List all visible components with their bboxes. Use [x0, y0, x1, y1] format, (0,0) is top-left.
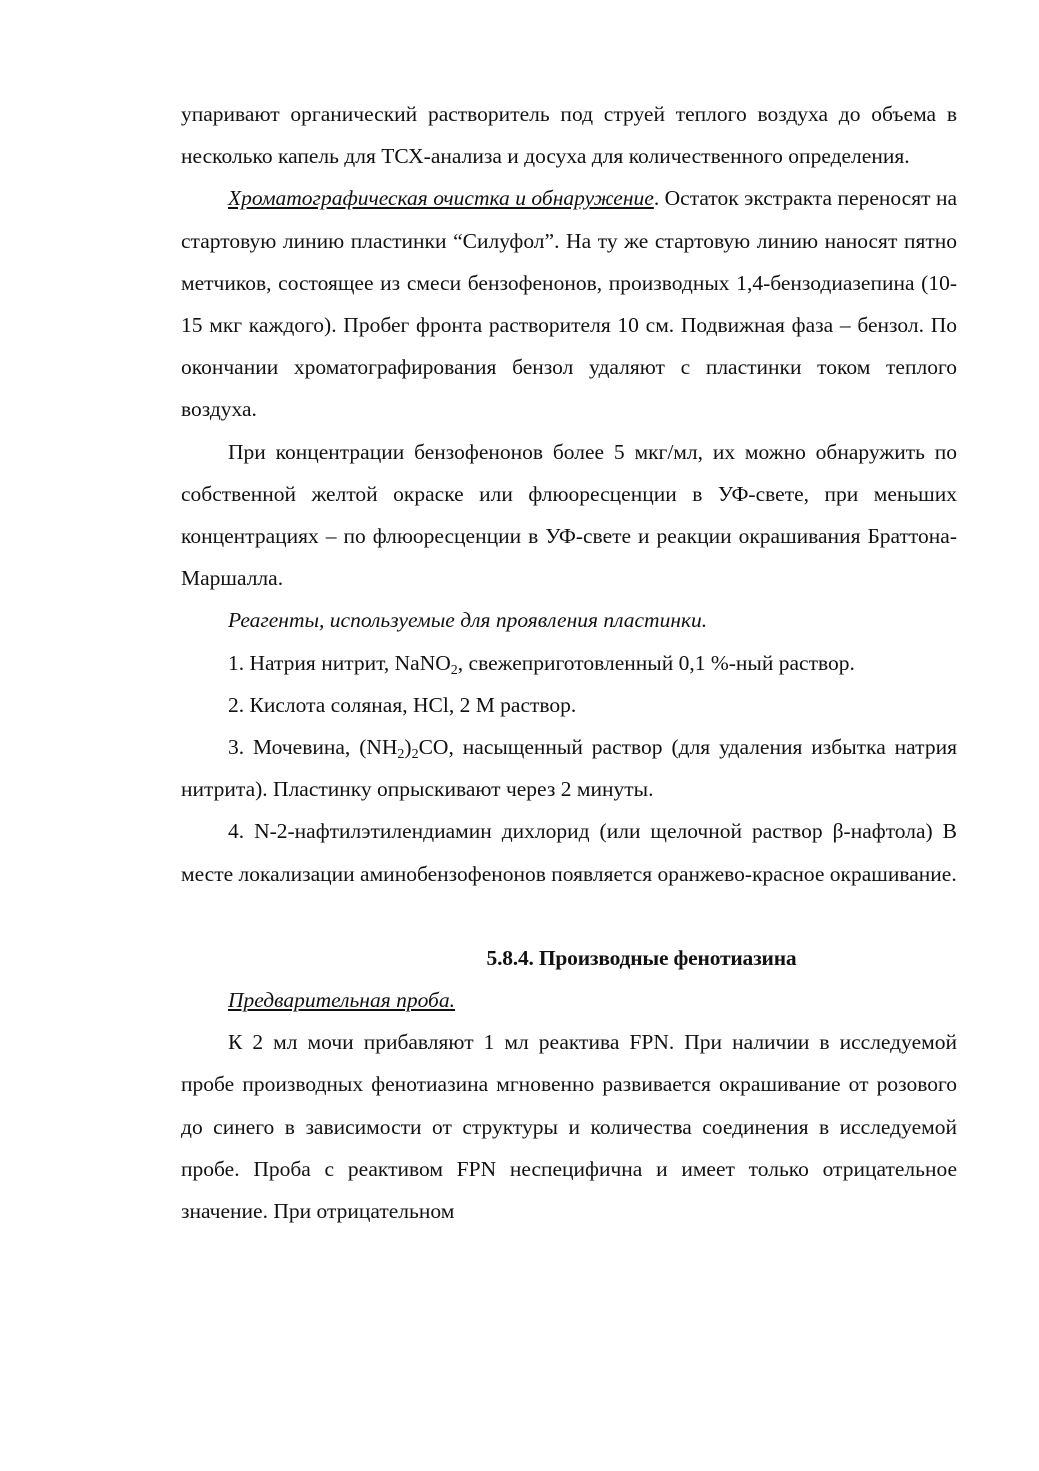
reagent-item-4: 4. N-2-нафтилэтилендиамин дихлорид (или щелочной раствор β-нафтола) В месте локализации аминобензофенонов появляется оранжево-красное окрашивание.: [181, 819, 957, 886]
chromatography-text: . Остаток экстракта переносят на стартовую линию пластинки “Силуфол”. На ту же стартовую линию наносят пятно метчиков, состоящее из смеси бензофенонов, производных 1,4-бензодиазепина (10-15 мкг каждого). Пробег фронта растворителя 10 см. Подвижная фаза – бензол. По окончании хроматографирования бензол удаляют с пластинки током теплого воздуха.: [181, 186, 957, 422]
page-body: [181, 93, 957, 1232]
reagent-3-text-rest: CO, насыщенный раствор (для удаления избытка натрия нитрита). Пластинку опрыскивают через 2 минуты.: [181, 735, 957, 802]
chromatography-subheading: Хроматографическая очистка и обнаружение: [228, 186, 654, 211]
reagent-3-subscript-2: 2: [411, 747, 419, 763]
paragraph-chromatography: [181, 177, 957, 430]
reagent-3-paren: ): [404, 735, 412, 760]
section-subheading: [181, 979, 957, 1021]
reagent-1-subscript: 2: [450, 662, 458, 678]
reagent-3-subscript-1: 2: [397, 747, 405, 763]
paragraph-fpn-test: К 2 мл мочи прибавляют 1 мл реактива FPN. При наличии в исследуемой пробе производных фенотиазина мгновенно развивается окрашивание от розового до синего в зависимости от структуры и количества соединения в исследуемой пробе. Проба с реактивом FPN неспецифична и имеет только отрицательное значение. При отрицательном: [181, 1030, 957, 1224]
paragraph-detection: При концентрации бензофенонов более 5 мкг/мл, их можно обнаружить по собственной желтой окраске или флюоресценции в УФ-свете, при меньших концентрациях – по флюоресценции в УФ-свете и реакции окрашивания Браттона-Маршалла.: [181, 439, 957, 591]
section-heading: 5.8.4. Производные фенотиазина: [486, 945, 797, 970]
reagent-1-text-rest: , свежеприготовленный 0,1 %-ный раствор.: [457, 650, 855, 675]
reagent-item-2: 2. Кислота соляная, HCl, 2 М раствор.: [228, 692, 577, 717]
reagent-1-text: 1. Натрия нитрит, NaNO: [228, 650, 451, 675]
reagent-item-1: [181, 642, 957, 684]
paragraph-evaporation: упаривают органический растворитель под струей теплого воздуха до объема в несколько капель для ТСХ-анализа и досуха для количественного определения.: [181, 102, 957, 169]
reagent-3-text: 3. Мочевина, (NH: [228, 735, 398, 760]
reagent-item-3: [181, 726, 957, 810]
reagents-title: Реагенты, используемые для проявления пластинки.: [228, 608, 708, 633]
preliminary-test-label: Предварительная проба.: [228, 988, 455, 1013]
